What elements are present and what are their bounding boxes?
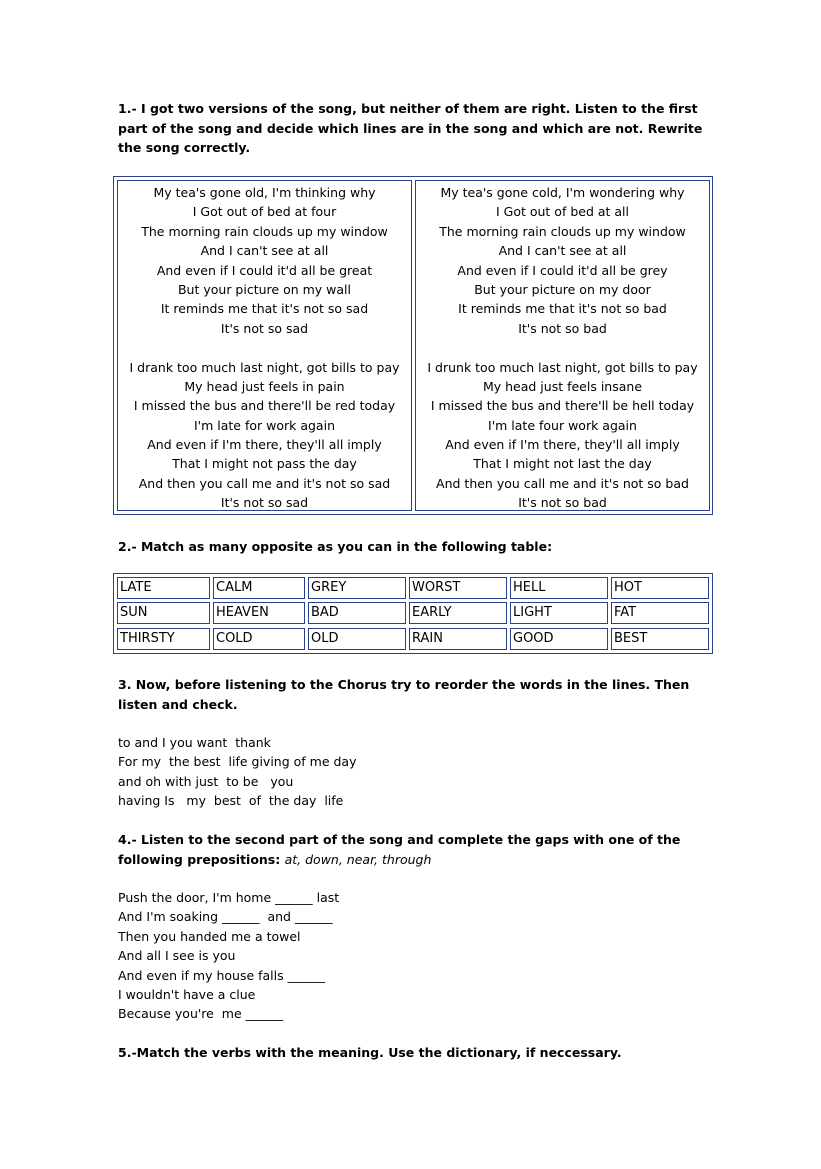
opposites-cell: FAT (611, 602, 709, 624)
lyric-line: And even if I could it'd all be grey (457, 262, 668, 278)
opposites-cell: OLD (308, 628, 406, 650)
lyric-line: And then you call me and it's not so bad (436, 475, 689, 491)
gap-line: Because you're me ______ (118, 1006, 284, 1021)
lyric-line: The morning rain clouds up my window (141, 223, 388, 239)
lyric-line: That I might not pass the day (172, 456, 357, 472)
reorder-line: to and I you want thank (118, 735, 271, 750)
reorder-line: having Is my best of the day life (118, 793, 344, 808)
opposites-cell: THIRSTY (117, 628, 210, 650)
lyric-line: But your picture on my door (474, 281, 651, 297)
lyric-line: That I might not last the day (473, 456, 652, 472)
lyric-line: My head just feels in pain (184, 378, 345, 394)
opposites-cell: LATE (117, 577, 210, 599)
opposites-cell: GOOD (510, 628, 608, 650)
opposites-cell: WORST (409, 577, 507, 599)
prepositions-list: at, down, near, through (284, 851, 432, 867)
lyric-line: And even if I could it'd all be great (156, 262, 373, 278)
gap-line: And I'm soaking ______ and ______ (118, 909, 333, 924)
opposites-cell: SUN (117, 602, 210, 624)
opposites-cell: RAIN (409, 628, 507, 650)
lyric-line: My head just feels insane (482, 378, 643, 394)
gap-line: And all I see is you (118, 948, 236, 963)
opposites-cell: HOT (611, 577, 709, 599)
question-4-text: 4.- Listen to the second part of the song and complete the gaps with one of the following prepositions: (118, 832, 681, 867)
gap-line: Push the door, I'm home ______ last (118, 890, 340, 905)
opposites-cell: BEST (611, 628, 709, 650)
question-1-title: 1.- I got two versions of the song, but neither of them are right. Listen to the first part of the song and decide which lines are in the song and which are not. Rewrite the song correctly. (118, 101, 703, 155)
lyric-line: It's not so sad (220, 320, 309, 336)
lyric-line: And I can't see at all (498, 243, 627, 259)
opposites-cell: BAD (308, 602, 406, 624)
lyrics-version-b (415, 180, 710, 511)
lyric-line: I missed the bus and there'll be hell today (430, 398, 695, 414)
opposites-cell: LIGHT (510, 602, 608, 624)
reorder-line: and oh with just to be you (118, 774, 294, 789)
stanza-gap (118, 338, 411, 357)
lyric-line: And even if I'm there, they'll all imply (445, 437, 680, 453)
opposites-cell: CALM (213, 577, 305, 599)
lyrics-table (113, 176, 713, 515)
opposites-cell: EARLY (409, 602, 507, 624)
lyric-line: I Got out of bed at four (192, 204, 337, 220)
lyric-line: But your picture on my wall (177, 281, 351, 297)
lyric-line: And then you call me and it's not so sad (138, 475, 391, 491)
lyric-line: It's not so bad (518, 495, 607, 511)
opposites-cell: COLD (213, 628, 305, 650)
lyrics-version-a (117, 180, 412, 511)
question-5-title: 5.-Match the verbs with the meaning. Use the dictionary, if neccessary. (118, 1045, 622, 1060)
opposites-cell: HELL (510, 577, 608, 599)
lyric-line: I drank too much last night, got bills to pay (129, 359, 400, 375)
lyric-line: I'm late four work again (488, 417, 637, 433)
lyric-line: I drunk too much last night, got bills to pay (427, 359, 698, 375)
stanza-gap (416, 338, 709, 357)
lyric-line: It's not so bad (518, 320, 607, 336)
lyric-line: My tea's gone old, I'm thinking why (153, 185, 376, 200)
gap-line: Then you handed me a towel (118, 929, 301, 944)
opposites-table (113, 573, 713, 654)
lyric-line: And even if I'm there, they'll all imply (147, 437, 382, 453)
lyric-line: It reminds me that it's not so sad (160, 301, 369, 317)
lyric-line: I Got out of bed at all (495, 204, 629, 220)
opposites-cell: GREY (308, 577, 406, 599)
lyric-line: It's not so sad (220, 495, 309, 511)
lyric-line: My tea's gone cold, I'm wondering why (440, 185, 685, 200)
gap-line: And even if my house falls ______ (118, 968, 326, 983)
lyric-line: It reminds me that it's not so bad (458, 301, 667, 317)
question-3-title: 3. Now, before listening to the Chorus try to reorder the words in the lines. Then listen and check. (118, 677, 690, 712)
lyric-line: The morning rain clouds up my window (439, 223, 686, 239)
question-2-title: 2.- Match as many opposite as you can in the following table: (118, 539, 553, 554)
opposites-cell: HEAVEN (213, 602, 305, 624)
lyric-line: And I can't see at all (200, 243, 329, 259)
gap-line: I wouldn't have a clue (118, 987, 256, 1002)
lyric-line: I missed the bus and there'll be red today (133, 398, 396, 414)
reorder-line: For my the best life giving of me day (118, 754, 357, 769)
question-4-title (118, 830, 718, 869)
lyric-line: I'm late for work again (193, 417, 335, 433)
